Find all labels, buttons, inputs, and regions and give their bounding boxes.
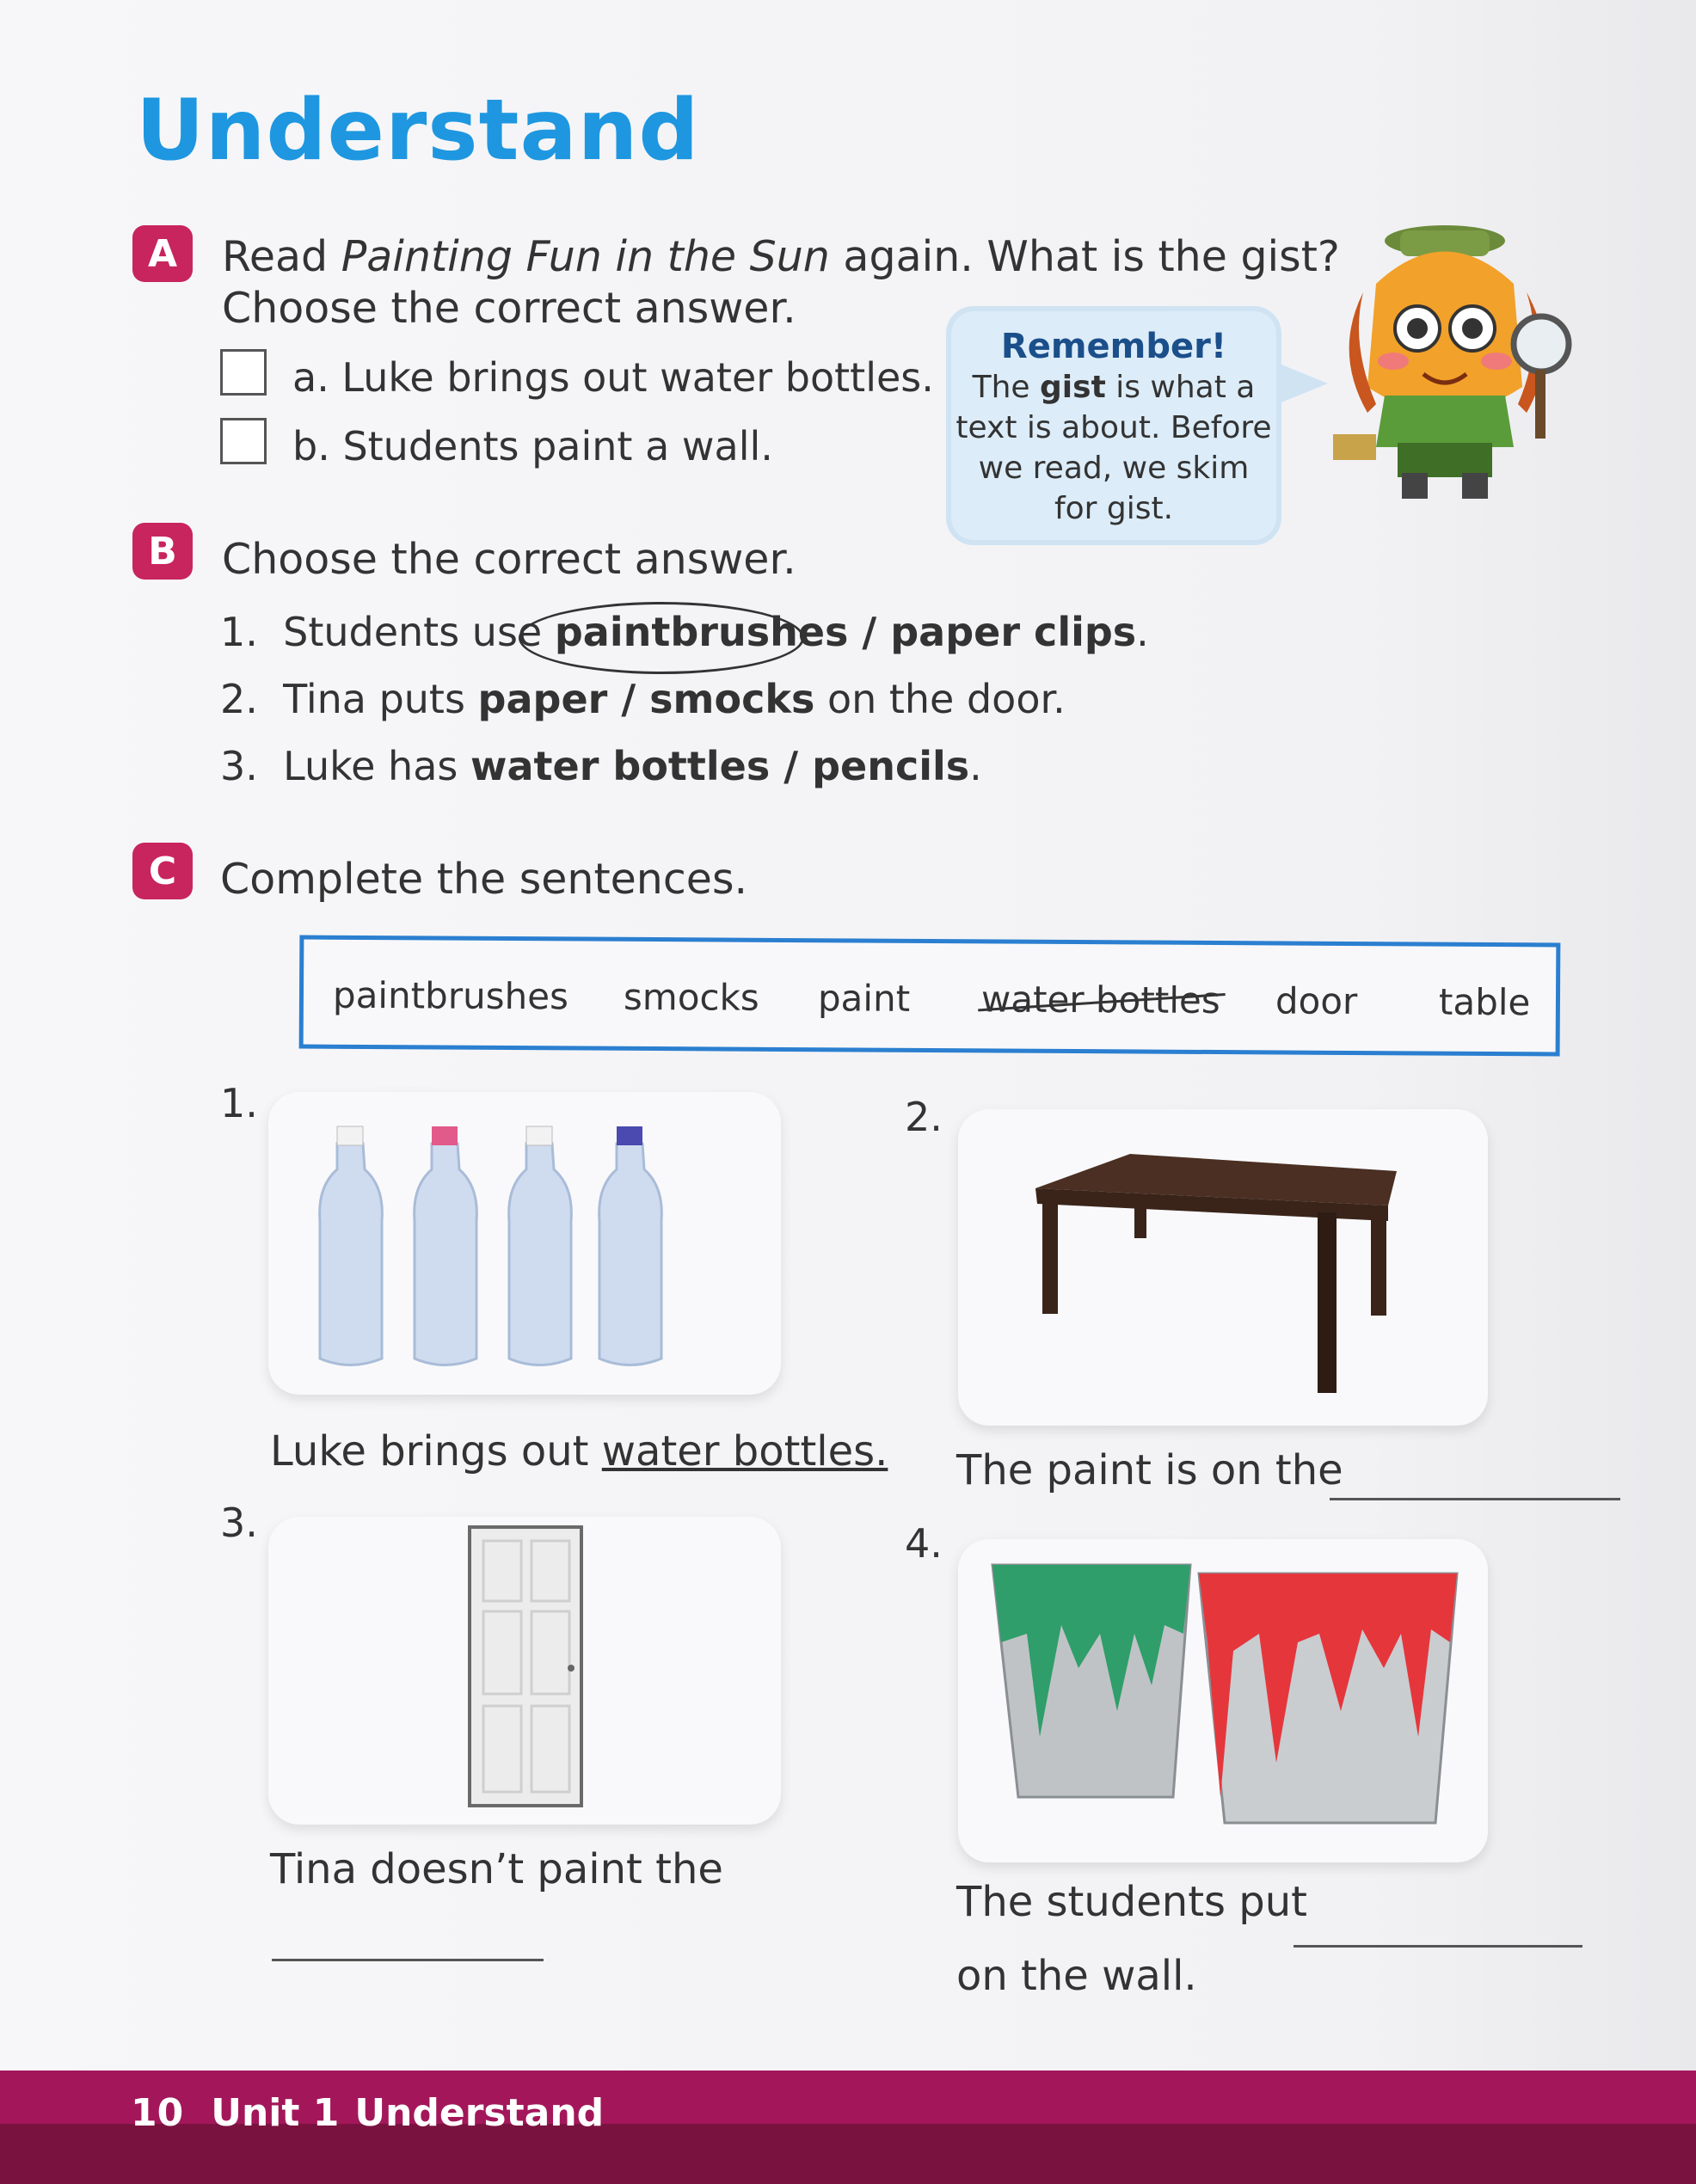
c-item-4-sentence-end: on the wall. [956, 1952, 1197, 2000]
b-item-2: 2. Tina puts paper / smocks on the door. [220, 676, 1066, 722]
section-b-badge: B [132, 523, 193, 580]
section-b-instruction: Choose the correct answer. [222, 535, 796, 584]
word-paintbrushes: paintbrushes [332, 973, 569, 1018]
c-item-1-answer: water bottles. [601, 1427, 888, 1475]
word-smocks: smocks [623, 975, 759, 1019]
b-item-1: 1. Students use paintbrushes / paper clips. [220, 609, 1149, 655]
remember-line2: text is about. Before [956, 410, 1272, 445]
word-paint: paint [817, 977, 911, 1020]
c-item-2-sentence: The paint is on the [956, 1446, 1343, 1494]
word-table: table [1438, 980, 1531, 1024]
c-item-4-number: 4. [905, 1520, 943, 1567]
word-door: door [1275, 979, 1358, 1023]
section-a-badge: A [132, 225, 193, 282]
c-item-1-number: 1. [220, 1080, 258, 1126]
c-item-2-blank[interactable] [1330, 1498, 1620, 1500]
option-a-text: a. Luke brings out water bottles. [292, 354, 934, 401]
detective-mascot-icon [1316, 224, 1574, 507]
section-a-instruction: Read Painting Fun in the Sun again. What is the gist? [222, 232, 1340, 281]
footer-unit: Unit 1 [211, 2091, 340, 2135]
water-bottles-icon [268, 1092, 781, 1395]
remember-line3: we read, we skim [978, 451, 1250, 486]
c-item-4-sentence-start: The students put [956, 1878, 1307, 1926]
footer-section: Understand [354, 2091, 605, 2135]
option-b-text: b. Students paint a wall. [292, 423, 773, 469]
c-item-1-sentence: Luke brings out water bottles. [270, 1427, 888, 1475]
b-item-3: 3. Luke has water bottles / pencils. [220, 743, 982, 789]
option-b-checkbox[interactable] [220, 418, 267, 464]
door-picture [268, 1517, 781, 1825]
section-a-instruction-line2: Choose the correct answer. [222, 284, 796, 333]
footer-label [131, 2091, 631, 2135]
section-c-instruction: Complete the sentences. [220, 855, 748, 904]
table-icon [958, 1109, 1488, 1426]
remember-bubble [946, 306, 1281, 545]
c-item-3-number: 3. [220, 1500, 258, 1546]
page-number: 10 [131, 2091, 184, 2135]
answer-circle [519, 602, 804, 674]
remember-heading: Remember! [1000, 327, 1227, 366]
paint-buckets-picture [958, 1539, 1488, 1862]
water-bottles-picture [268, 1092, 781, 1395]
paint-buckets-icon [958, 1539, 1488, 1862]
word-box [299, 936, 1561, 1057]
c-item-3-sentence: Tina doesn’t paint the [270, 1845, 723, 1893]
door-icon [268, 1517, 781, 1825]
remember-line4: for gist. [1054, 491, 1174, 526]
word-water-bottles: water bottles [981, 978, 1220, 1021]
option-a-checkbox[interactable] [220, 349, 267, 396]
page-title: Understand [136, 82, 700, 180]
remember-line1: The gist is what a [972, 370, 1256, 405]
c-item-2-number: 2. [905, 1094, 943, 1140]
section-c-badge: C [132, 843, 193, 899]
c-item-4-blank[interactable] [1294, 1945, 1582, 1948]
c-item-3-blank[interactable] [272, 1959, 544, 1961]
table-picture [958, 1109, 1488, 1426]
